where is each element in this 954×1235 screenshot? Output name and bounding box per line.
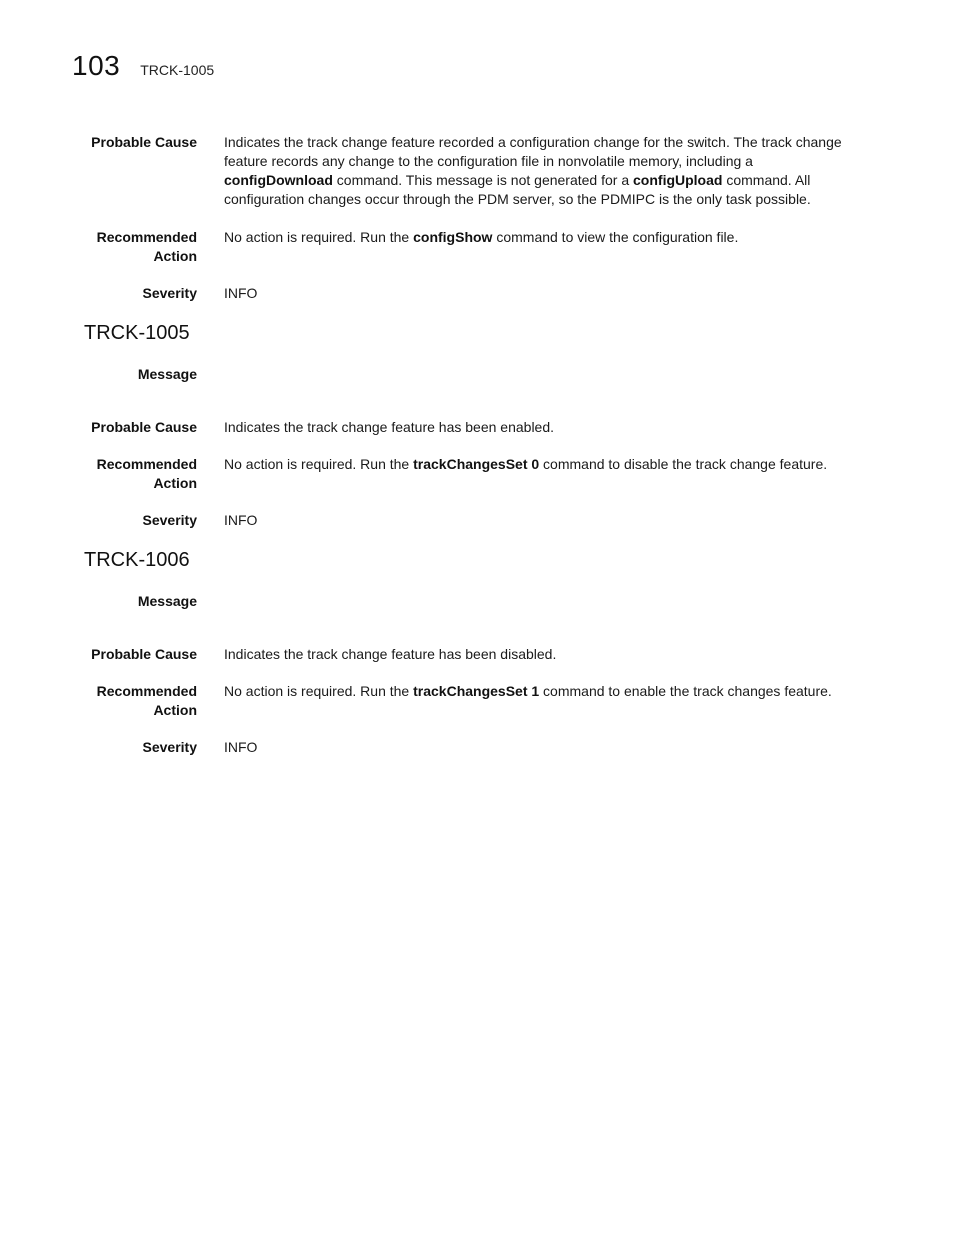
page-header [72,50,214,94]
recommended-action-label [0,455,197,511]
text-run: No action is required. Run the [224,456,414,472]
severity-row [0,738,954,775]
command-name: trackChangesSet 1 [413,683,540,699]
severity-value: INFO [224,512,258,528]
document-body [0,133,954,775]
label-line: Recommended [96,683,197,699]
probable-cause-label: Probable Cause [91,646,197,662]
section-heading: TRCK-1006 [84,549,190,571]
label-line: Action [153,702,197,718]
message-text [224,365,864,418]
recommended-action-row [0,228,954,284]
recommended-action-label [0,228,197,284]
probable-cause-row [0,645,954,682]
severity-value: INFO [224,739,258,755]
recommended-action-row [0,682,954,738]
text-run: command to disable the track change feature. [539,456,828,472]
recommended-action-text [224,682,864,738]
command-name: trackChangesSet 0 [413,456,540,472]
message-text [224,592,864,645]
text-run: command to view the configuration file. [492,229,739,245]
recommended-action-text [224,228,864,284]
page-number: 103 [72,50,121,81]
text-run: command. This message is not generated for a [332,172,634,188]
section-heading: TRCK-1005 [84,322,190,344]
probable-cause-label: Probable Cause [91,419,197,435]
message-row [0,365,954,418]
message-label: Message [137,366,197,382]
recommended-action-row [0,455,954,511]
severity-label: Severity [142,512,197,528]
command-name: configDownload [224,172,333,188]
text-run: No action is required. Run the [224,683,414,699]
text-run: No action is required. Run the [224,229,414,245]
label-line: Action [153,248,197,264]
probable-cause-row [0,418,954,455]
severity-label: Severity [142,739,197,755]
text-run: command. All configuration changes occur through the PDM server, so the PDMIPC is the only task possible. [224,172,811,207]
label-line: Recommended [96,229,197,245]
probable-cause-row [0,133,954,228]
message-row [0,592,954,645]
recommended-action-text [224,455,864,511]
probable-cause-label: Probable Cause [91,134,197,150]
severity-row [0,511,954,548]
probable-cause-text: Indicates the track change feature has been disabled. [224,646,557,662]
severity-row [0,284,954,321]
probable-cause-text [224,133,864,228]
recommended-action-label [0,682,197,738]
severity-label: Severity [142,285,197,301]
severity-value: INFO [224,285,258,301]
running-title: TRCK-1005 [140,62,215,78]
label-line: Recommended [96,456,197,472]
message-label: Message [137,593,197,609]
command-name: configShow [413,229,493,245]
text-run: Indicates the track change feature recorded a configuration change for the switch. The track change feature records any change to the configuration file in nonvolatile memory, including a [224,134,842,169]
label-line: Action [153,475,197,491]
command-name: configUpload [633,172,723,188]
text-run: command to enable the track changes feature. [539,683,832,699]
probable-cause-text: Indicates the track change feature has been enabled. [224,419,555,435]
